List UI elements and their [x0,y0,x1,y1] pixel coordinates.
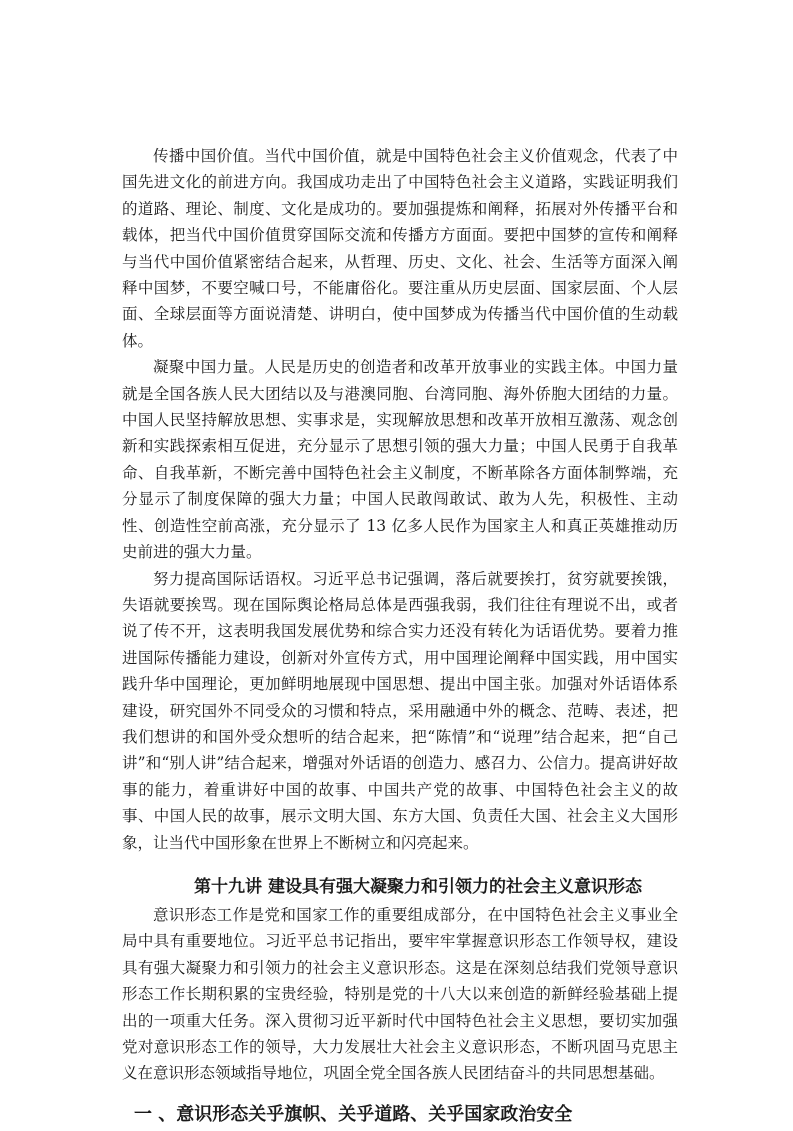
section-heading: 一 、意识形态关乎旗帜、关乎道路、关乎国家政治安全 [134,1103,573,1125]
lecture-title: 第十九讲 建设具有强大凝聚力和引领力的社会主义意识形态 [194,876,642,897]
paragraph-china-strength: 凝聚中国力量。人民是历史的创造者和改革开放事业的实践主体。中国力量就是全国各族人民大团结以及与港澳同胞、台湾同胞、海外侨胞大团结的力量。中国人民坚持解放思想、实事求是，实现解放思想和改革开放相互激荡、观念创新和实践探索相互促进，充分显示了思想引领的强大力量；中国人民勇于自我革命、自我革新，不断完善中国特色社会主义制度，不断革除各方面体制弊端，充分显示了制度保障的强大力量；中国人民敢闯敢试、敢为人先，积极性、主动性、创造性空前高涨，充分显示了 13 亿多人民作为国家主人和真正英雄推动历史前进的强大力量。 [122,358,678,562]
paragraph-discourse-power: 努力提高国际话语权。习近平总书记强调，落后就要挨打，贫穷就要挨饿，失语就要挨骂。现在国际舆论格局总体是西强我弱，我们往往有理说不出，或者说了传不开，这表明我国发展优势和综合实力还没有转化为话语优势。要着力推进国际传播能力建设，创新对外宣传方式，用中国理论阐释中国实践，用中国实践升华中国理论，更加鲜明地展现中国思想、提出中国主张。加强对外话语体系建设，研究国外不同受众的习惯和特点，采用融通中外的概念、范畴、表述，把我们想讲的和国外受众想听的结合起来，把“陈情”和“说理”结合起来，把“自己讲”和“别人讲”结合起来，增强对外话语的创造力、感召力、公信力。提高讲好故事的能力，着重讲好中国的故事、中国共产党的故事、中国特色社会主义的故事、中国人民的故事，展示文明大国、东方大国、负责任大国、社会主义大国形象，让当代中国形象在世界上不断树立和闪亮起来。 [122,569,678,852]
paragraph-china-values: 传播中国价值。当代中国价值，就是中国特色社会主义价值观念，代表了中国先进文化的前进方向。我国成功走出了中国特色社会主义道路，实践证明我们的道路、理论、制度、文化是成功的。要加强提炼和阐释，拓展对外传播平台和载体，把当代中国价值贯穿国际交流和传播方方面面。要把中国梦的宣传和阐释与当代中国价值紧密结合起来，从哲理、历史、文化、社会、生活等方面深入阐释中国梦，不要空喊口号，不能庸俗化。要注重从历史层面、国家层面、个人层面、全球层面等方面说清楚、讲明白，使中国梦成为传播当代中国价值的生动载体。 [122,147,678,350]
paragraph-ideology-intro: 意识形态工作是党和国家工作的重要组成部分，在中国特色社会主义事业全局中具有重要地位。习近平总书记指出，要牢牢掌握意识形态工作领导权，建设具有强大凝聚力和引领力的社会主义意识形态。这是在深刻总结我们党领导意识形态工作长期积累的宝贵经验，特别是党的十八大以来创造的新鲜经验基础上提出的一项重大任务。深入贯彻习近平新时代中国特色社会主义思想，要切实加强党对意识形态工作的领导，大力发展壮大社会主义意识形态，不断巩固马克思主义在意识形态领域指导地位，巩固全党全国各族人民团结奋斗的共同思想基础。 [122,905,678,1083]
document-body [122,143,678,1131]
